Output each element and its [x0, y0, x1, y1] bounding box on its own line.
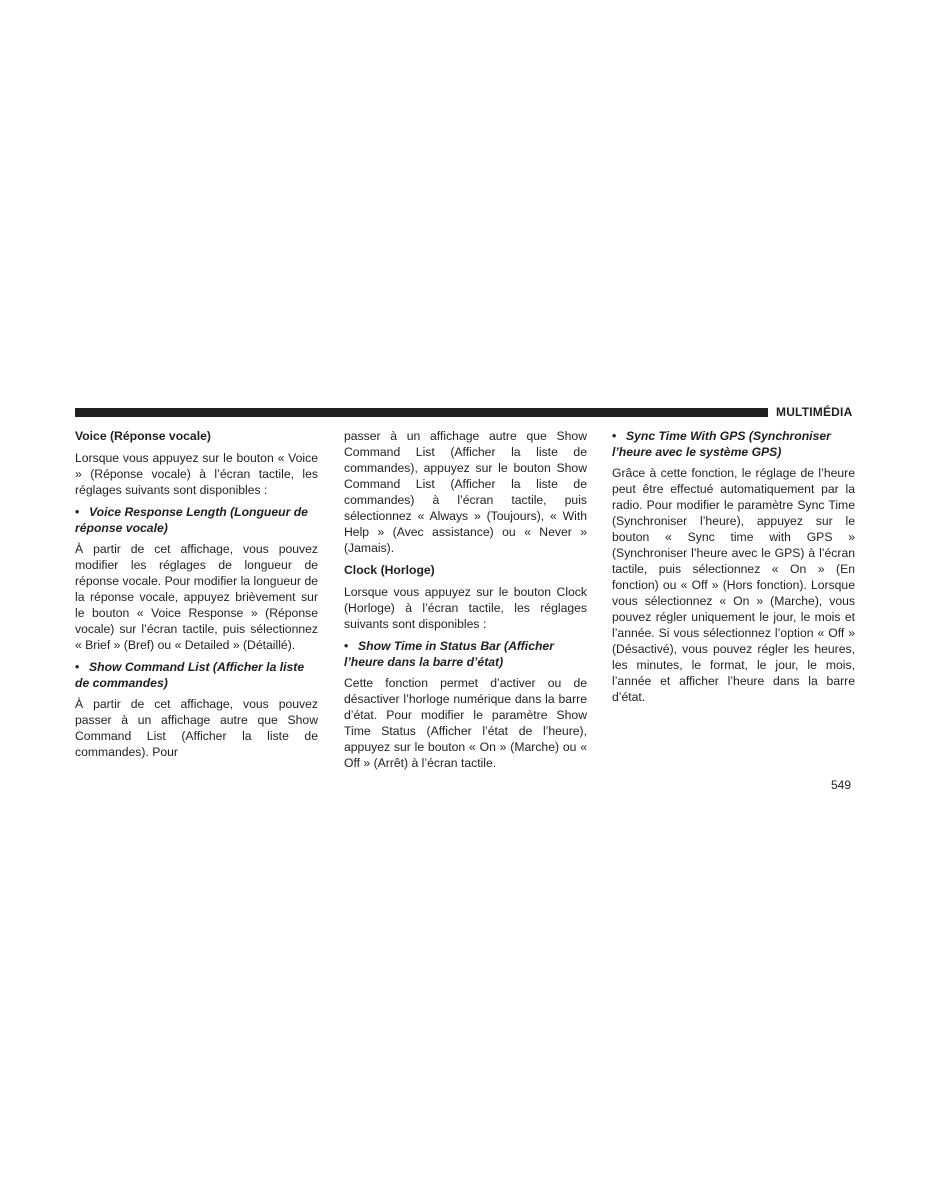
bullet-dot-icon: •	[75, 505, 80, 519]
paragraph: Lorsque vous appuyez sur le bouton « Voice » (Réponse vocale) à l’écran tactile, les réglages suivants sont disponibles :	[75, 451, 318, 497]
heading-voice: Voice (Réponse vocale)	[75, 429, 211, 443]
column-1	[75, 428, 318, 766]
paragraph: passer à un affichage autre que Show Command List (Afficher la liste de commandes), appuyez sur le bouton Show Command List (Afficher la liste de commandes) à l’écran tactile, puis sélectionnez « Always » (Toujours), « With Help » (Avec assistance) ou « Never » (Jamais).	[344, 429, 587, 555]
column-3	[612, 428, 855, 711]
section-title: MULTIMÉDIA	[776, 405, 853, 419]
bullet-dot-icon: •	[75, 660, 80, 674]
page-number: 549	[831, 778, 852, 792]
header-rule	[75, 408, 768, 417]
paragraph: Cette fonction permet d’activer ou de désactiver l’horloge numérique dans la barre d’état. Pour modifier le paramètre Show Time Status (Afficher l’état de l’heure), appuyez sur le bouton « On » (Marche) ou « Off » (Arrêt) à l’écran tactile.	[344, 676, 587, 770]
bullet-voice-response-length	[75, 504, 318, 536]
bullet-sync-time-gps	[612, 428, 855, 460]
paragraph: Grâce à cette fonction, le réglage de l’heure peut être effectué automatiquement par la radio. Pour modifier le paramètre Sync Time (Synchroniser l’heure), appuyez sur le bouton « Sync time with GPS » (Synchroniser l’heure avec le GPS) à l’écran tactile, puis sélectionnez « On » (En fonction) ou « Off » (Hors fonction). Lorsque vous sélectionnez « On » (Marche), vous pouvez régler uniquement le jour, le mois et l’année. Si vous sélectionnez l’option « Off » (Désactivé), vous pouvez régler les heures, les minutes, le format, le jour, le mois, l’année et afficher l’heure dans la barre d’état.	[612, 466, 855, 704]
bullet-label: Show Time in Status Bar (Afficher l’heure dans la barre d’état)	[344, 639, 554, 669]
bullet-label: Voice Response Length (Longueur de réponse vocale)	[75, 505, 308, 535]
paragraph: À partir de cet affichage, vous pouvez passer à un affichage autre que Show Command List (Afficher la liste de commandes). Pour	[75, 697, 318, 759]
bullet-dot-icon: •	[612, 429, 617, 443]
column-2	[344, 428, 587, 777]
paragraph: À partir de cet affichage, vous pouvez modifier les réglages de longueur de réponse vocale. Pour modifier la longueur de la réponse vocale, appuyez brièvement sur le bouton « Voice Response » (Réponse vocale) sur l’écran tactile, puis sélectionnez « Brief » (Bref) ou « Detailed » (Détaillé).	[75, 542, 318, 652]
bullet-label: Show Command List (Afficher la liste de commandes)	[75, 660, 305, 690]
heading-clock: Clock (Horloge)	[344, 563, 435, 577]
bullet-dot-icon: •	[344, 639, 349, 653]
bullet-show-command-list	[75, 659, 318, 691]
paragraph: Lorsque vous appuyez sur le bouton Clock (Horloge) à l’écran tactile, les réglages suivants sont disponibles :	[344, 585, 587, 631]
bullet-show-time-status-bar	[344, 638, 587, 670]
bullet-label: Sync Time With GPS (Synchroniser l’heure avec le système GPS)	[612, 429, 831, 459]
